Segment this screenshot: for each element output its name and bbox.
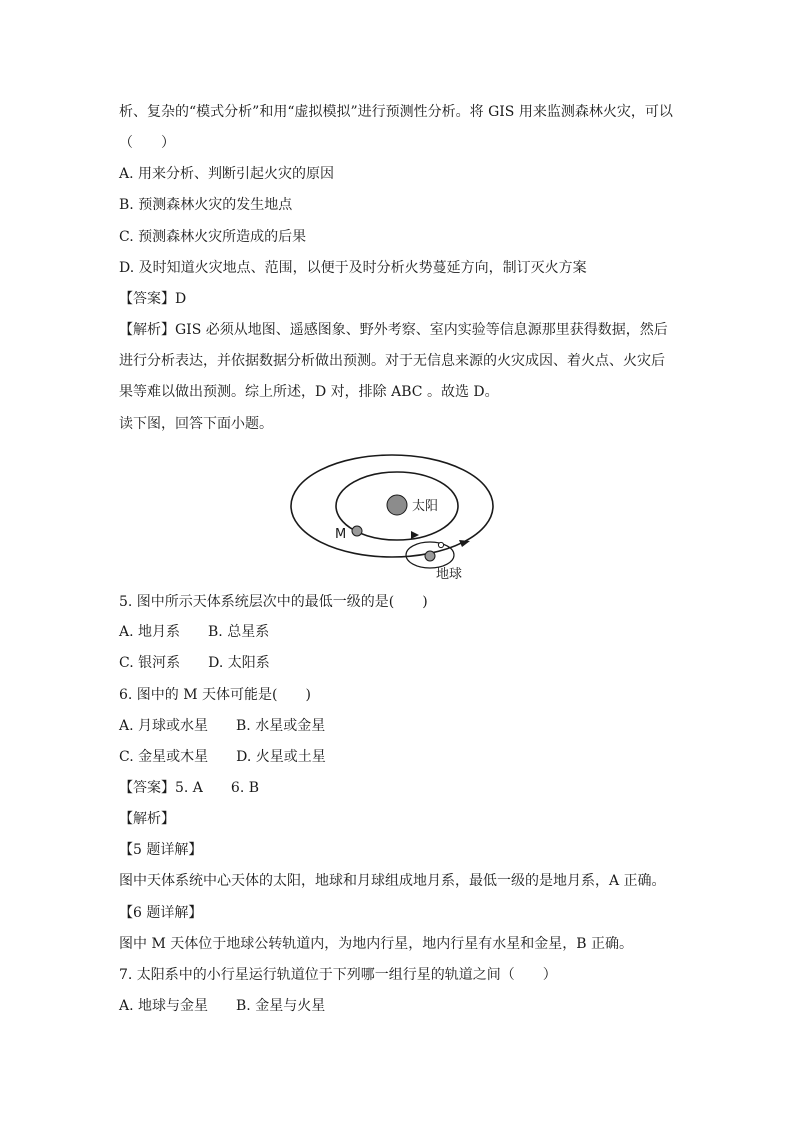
q6-option-b: B. 水星或金星	[236, 718, 326, 734]
earth-icon	[425, 551, 435, 561]
earth-orbit-arrow-icon	[459, 540, 470, 547]
q4-option-d: D. 及时知道火灾地点、范围，以便于及时分析火势蔓延方向，制订灭火方案	[119, 260, 587, 276]
q5-detail: 图中天体系统中心天体的太阳，地球和月球组成地月系，最低一级的是地月系，A 正确。	[119, 873, 666, 889]
q7-options-row-1	[119, 996, 325, 1016]
earth-label: 地球	[436, 567, 463, 582]
q4-option-b: B. 预测森林火灾的发生地点	[119, 197, 293, 213]
q4-answer: 【答案】D	[119, 291, 187, 307]
q4-analysis-line-1: 【解析】GIS 必须从地图、遥感图象、野外考察、室内实验等信息源那里获得数据，然后	[119, 322, 668, 338]
q6-options-row-1	[119, 716, 325, 736]
q6-option-a: A. 月球或水星	[119, 718, 209, 734]
solar-system-diagram	[290, 453, 505, 583]
q4-option-a: A. 用来分析、判断引起火灾的原因	[119, 166, 335, 182]
q6-options-row-2	[119, 747, 326, 767]
q5-option-c: C. 银河系	[119, 655, 181, 671]
q5-option-b: B. 总星系	[208, 624, 270, 640]
q4-option-c: C. 预测森林火灾所造成的后果	[119, 229, 307, 245]
m-label: M	[335, 527, 347, 542]
q7-stem: 7. 太阳系中的小行星运行轨道位于下列哪一组行星的轨道之间（ ）	[119, 967, 557, 983]
q6-stem: 6. 图中的 M 天体可能是( )	[119, 687, 311, 703]
m-planet-icon	[352, 526, 362, 536]
q6-option-d: D. 火星或土星	[236, 749, 326, 765]
q6-option-c: C. 金星或木星	[119, 749, 209, 765]
read-prompt: 读下图，回答下面小题。	[119, 416, 273, 432]
moon-icon	[438, 542, 443, 547]
q4-analysis-line-3: 果等难以做出预测。综上所述，D 对，排除 ABC 。故选 D。	[119, 384, 499, 400]
sun-label: 太阳	[412, 499, 439, 514]
passage-line-1: 析、复杂的“模式分析”和用“虚拟模拟”进行预测性分析。将 GIS 用来监测森林火灾，可以	[119, 104, 673, 120]
sun-icon	[387, 495, 407, 515]
q4-analysis-line-2: 进行分析表达，并依据数据分析做出预测。对于无信息来源的火灾成因、着火点、火灾后	[119, 353, 665, 369]
q5-option-d: D. 太阳系	[208, 655, 270, 671]
q6-detail: 图中 M 天体位于地球公转轨道内，为地内行星，地内行星有水星和金星，B 正确。	[119, 936, 633, 952]
q5-options-row-2	[119, 653, 270, 673]
q6-detail-title: 【6 题详解】	[119, 905, 203, 921]
q5-stem: 5. 图中所示天体系统层次中的最低一级的是( )	[119, 594, 428, 610]
q7-option-b: B. 金星与火星	[236, 998, 326, 1014]
q5-options-row-1	[119, 622, 269, 642]
q7-option-a: A. 地球与金星	[119, 998, 209, 1014]
q5-option-a: A. 地月系	[119, 624, 181, 640]
q56-analysis-heading: 【解析】	[119, 811, 175, 827]
q5-detail-title: 【5 题详解】	[119, 842, 203, 858]
answer-blank: （ ）	[119, 135, 175, 151]
q56-answer: 【答案】5. A 6. B	[119, 780, 260, 796]
